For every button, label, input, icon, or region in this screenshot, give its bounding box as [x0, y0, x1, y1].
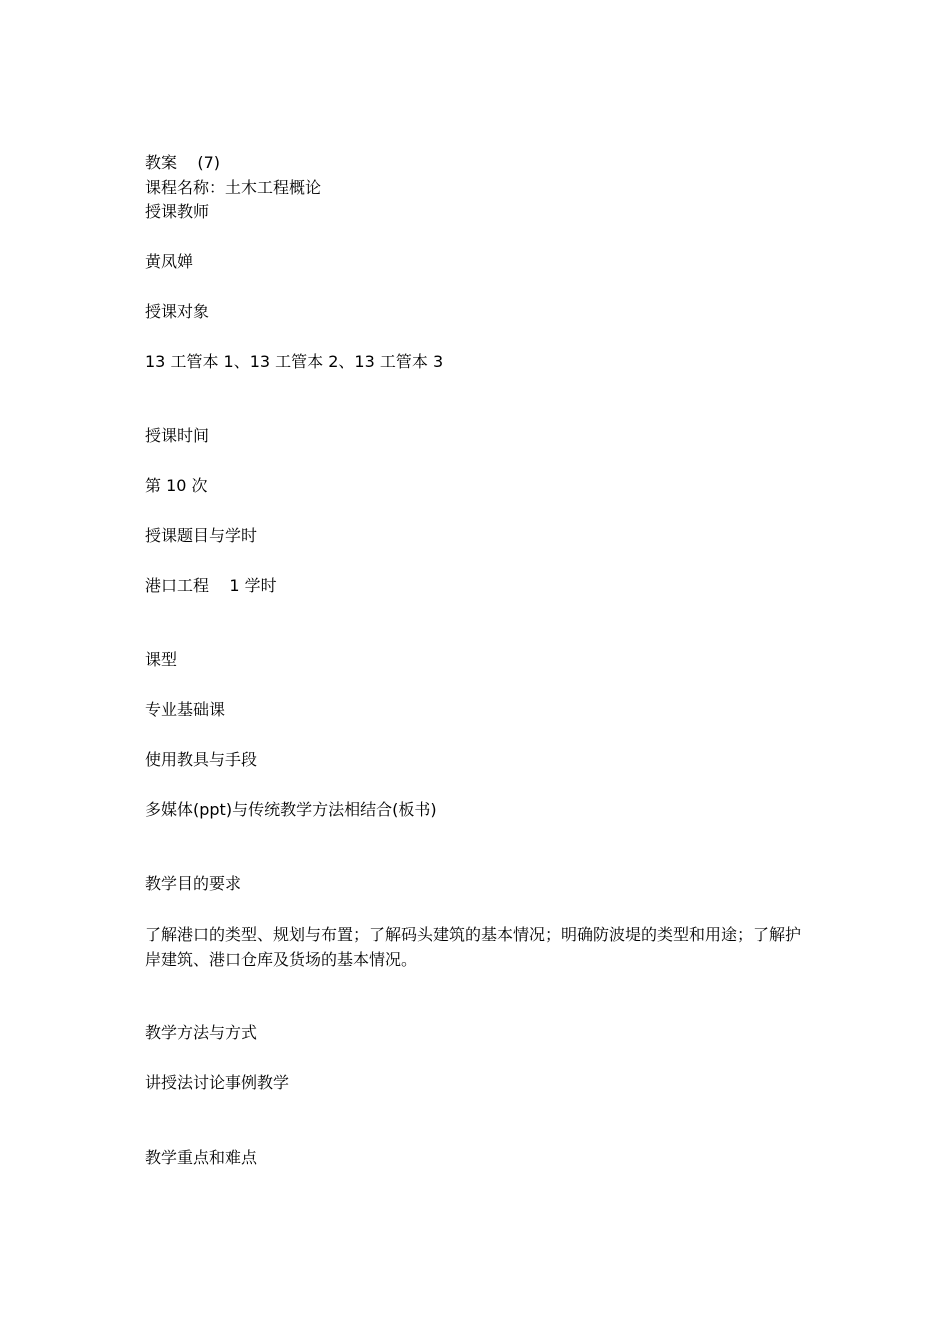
field-label-methods: 教学方法与方式 [145, 1023, 258, 1042]
field-label-audience: 授课对象 [145, 302, 210, 321]
field-label-objectives: 教学目的要求 [145, 874, 242, 893]
field-value-methods: 讲授法讨论事例教学 [145, 1073, 290, 1092]
field-value-teaching-aids: 多媒体(ppt)与传统教学方法相结合(板书) [145, 800, 437, 819]
field-label-time: 授课时间 [145, 426, 210, 445]
field-value-topic-hours: 港口工程 1 学时 [145, 576, 277, 595]
field-label-key-points: 教学重点和难点 [145, 1148, 258, 1167]
field-value-teacher: 黄凤婵 [145, 252, 194, 271]
field-label-teacher: 授课教师 [145, 202, 210, 221]
field-value-course-type: 专业基础课 [145, 700, 226, 719]
field-value-audience: 13 工管本 1、13 工管本 2、13 工管本 3 [145, 352, 444, 371]
field-value-objectives: 了解港口的类型、规划与布置；了解码头建筑的基本情况；明确防波堤的类型和用途；了解护岸建筑、港口仓库及货场的基本情况。 [145, 925, 802, 969]
field-label-topic-hours: 授课题目与学时 [145, 526, 258, 545]
course-name: 课程名称：土木工程概论 [145, 178, 322, 197]
field-label-teaching-aids: 使用教具与手段 [145, 750, 258, 769]
field-value-time: 第 10 次 [145, 476, 208, 495]
document-title: 教案 (7) [145, 153, 221, 172]
field-label-course-type: 课型 [145, 650, 178, 669]
